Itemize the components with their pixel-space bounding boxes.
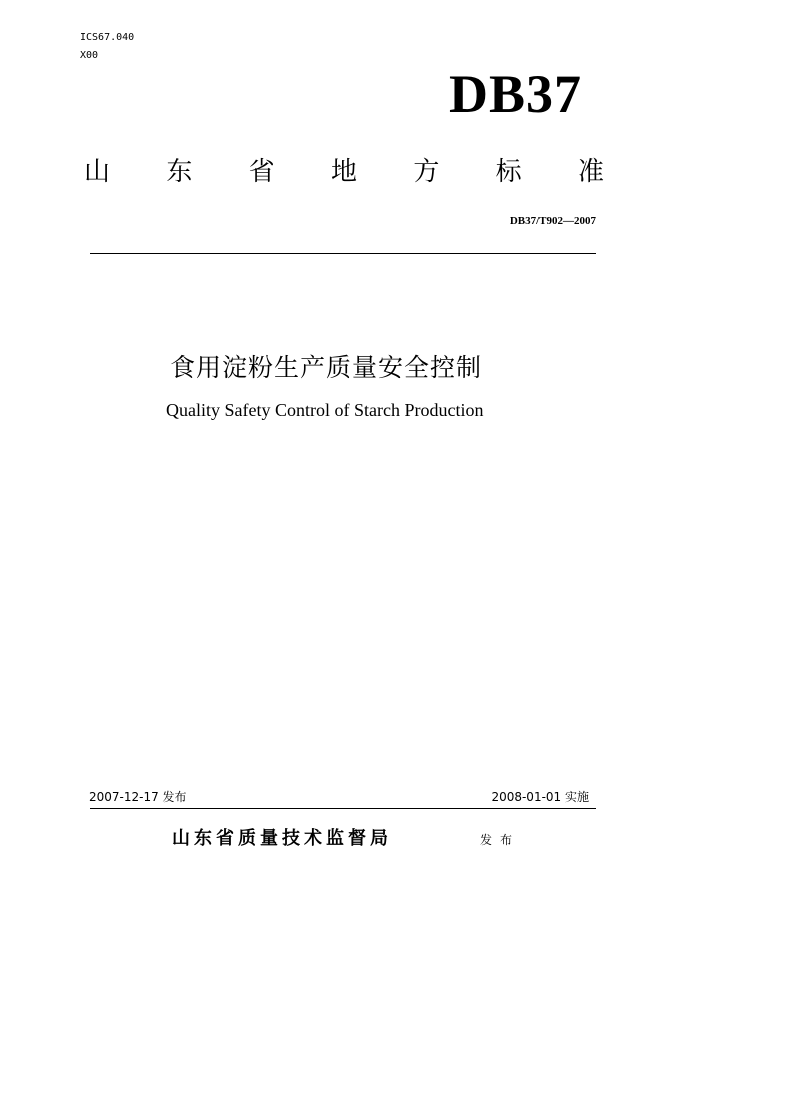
issue-date: 2007-12-17 发布 xyxy=(89,790,187,804)
standard-type-char: 标 xyxy=(495,157,522,187)
title-english: Quality Safety Control of Starch Production xyxy=(166,400,484,420)
standard-type-char: 准 xyxy=(577,157,604,187)
standard-type-char: 方 xyxy=(413,157,440,187)
ics-code: ICS67.040 xyxy=(80,32,135,43)
standard-type xyxy=(84,156,604,188)
standard-number: DB37/T902—2007 xyxy=(509,215,596,227)
standard-code: DB37 xyxy=(448,64,582,124)
standard-type-char: 省 xyxy=(248,157,275,187)
publisher-suffix: 发布 xyxy=(480,833,521,847)
standard-type-char: 东 xyxy=(166,157,193,187)
publisher: 山东省质量技术监督局 xyxy=(172,828,392,849)
bottom-divider xyxy=(90,808,596,809)
standard-type-char: 山 xyxy=(84,157,111,187)
title-chinese: 食用淀粉生产质量安全控制 xyxy=(170,353,483,382)
top-divider xyxy=(90,253,596,254)
classification-code: X00 xyxy=(80,50,99,61)
implementation-date: 2008-01-01 实施 xyxy=(491,790,589,804)
standard-type-char: 地 xyxy=(330,157,357,187)
